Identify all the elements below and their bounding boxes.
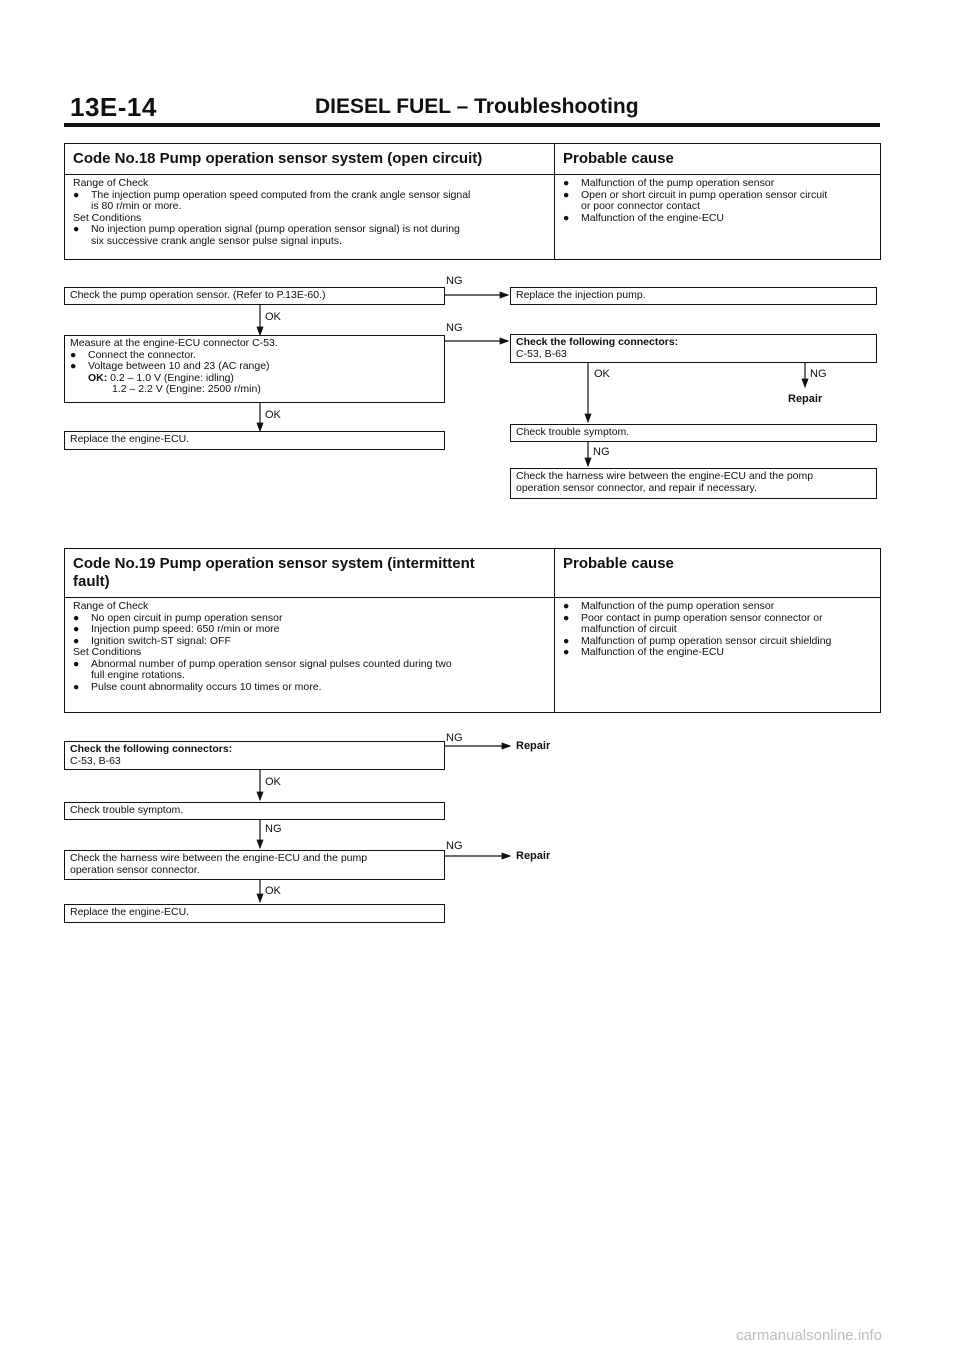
measure-ecu-box <box>64 335 445 403</box>
replace-ecu-box: Replace the engine-ECU. <box>64 904 445 923</box>
measure-item: Voltage between 10 and 23 (AC range) <box>88 360 270 372</box>
code18-cause: or poor connector contact <box>581 200 701 212</box>
ok-label: OK <box>265 311 281 323</box>
ok-label: OK <box>265 885 281 897</box>
ng-label: NG <box>593 446 610 458</box>
ok-label: OK <box>265 409 281 421</box>
bullet: ● <box>73 188 80 201</box>
repair-label: Repair <box>788 393 823 405</box>
ng-label: NG <box>446 322 463 334</box>
bullet: ● <box>70 360 77 372</box>
code19-set-item: Pulse count abnormality occurs 10 times or more. <box>91 680 322 693</box>
harness-line: operation sensor connector. <box>70 863 200 876</box>
bullet: ● <box>73 657 80 670</box>
code19-cause: Poor contact in pump operation sensor connector or <box>581 611 823 624</box>
ok-label: OK <box>594 368 610 380</box>
check-connectors-box <box>64 741 445 770</box>
bullet: ● <box>73 611 80 624</box>
code19-cause: Malfunction of the pump operation sensor <box>581 600 775 612</box>
bullet: ● <box>563 646 570 658</box>
harness-line: Check the harness wire between the engine-ECU and the pomp <box>516 470 814 482</box>
check-trouble-box: Check trouble symptom. <box>64 802 445 820</box>
code19-title <box>65 549 555 598</box>
repair-label: Repair <box>516 850 551 862</box>
harness-line: operation sensor connector, and repair if necessary. <box>516 481 757 494</box>
bullet: ● <box>73 634 80 647</box>
code18-range-item: is 80 r/min or more. <box>91 200 182 212</box>
code18-set-item: six successive crank angle sensor pulse signal inputs. <box>91 234 342 247</box>
ng-label: NG <box>810 368 827 380</box>
code19-set-item: full engine rotations. <box>91 669 185 681</box>
code18-range-item: The injection pump operation speed computed from the crank angle sensor signal <box>91 188 471 201</box>
check-pump-sensor-box: Check the pump operation sensor. (Refer to P.13E-60.) <box>64 287 445 305</box>
code19-table <box>64 548 881 713</box>
code19-causes <box>555 598 881 713</box>
bullet: ● <box>73 680 80 693</box>
code19-range-item: No open circuit in pump operation sensor <box>91 611 283 624</box>
code18-cause: Open or short circuit in pump operation sensor circuit <box>581 188 828 201</box>
check-connectors-box <box>510 334 877 363</box>
ng-label: NG <box>265 823 282 835</box>
code18-set-label: Set Conditions <box>73 211 142 224</box>
code18-cause-title: Probable cause <box>555 144 881 175</box>
code19-set-item: Abnormal number of pump operation sensor signal pulses counted during two <box>91 657 452 670</box>
ng-label: NG <box>446 275 463 287</box>
ok-label: OK <box>265 776 281 788</box>
bullet: ● <box>73 623 80 635</box>
repair-label: Repair <box>516 740 551 752</box>
code19-cause: Malfunction of the engine-ECU <box>581 646 724 658</box>
bullet: ● <box>563 188 570 201</box>
code18-cause: Malfunction of the pump operation sensor <box>581 177 775 189</box>
code19-set-label: Set Conditions <box>73 646 142 658</box>
bullet: ● <box>563 634 570 647</box>
ng-label: NG <box>446 732 463 744</box>
replace-ecu-box: Replace the engine-ECU. <box>64 431 445 450</box>
ok-spec-2500: 1.2 – 2.2 V (Engine: 2500 r/min) <box>112 383 261 395</box>
connectors-title: Check the following connectors: <box>70 743 233 755</box>
code19-range-item: Ignition switch-ST signal: OFF <box>91 634 231 647</box>
harness-line: Check the harness wire between the engine-ECU and the pump <box>70 852 368 864</box>
bullet: ● <box>563 177 570 189</box>
page-title: DIESEL FUEL – Troubleshooting <box>315 95 639 118</box>
bullet: ● <box>563 211 570 224</box>
connectors-title: Check the following connectors: <box>516 336 679 348</box>
measure-item: Connect the connector. <box>88 348 196 361</box>
ng-label: NG <box>446 840 463 852</box>
bullet: ● <box>563 611 570 624</box>
watermark: carmanualsonline.info <box>736 1327 882 1344</box>
check-harness-box <box>510 468 877 499</box>
ok-spec-label: OK: <box>88 371 108 384</box>
check-harness-box <box>64 850 445 880</box>
code19-conditions <box>65 598 555 713</box>
code18-title: Code No.18 Pump operation sensor system (open circuit) <box>65 144 555 175</box>
code18-set-item: No injection pump operation signal (pump operation sensor signal) is not during <box>91 223 460 235</box>
bullet: ● <box>70 348 77 361</box>
code19-title-line: Code No.19 Pump operation sensor system (intermittent <box>73 555 475 572</box>
ok-spec-idle: 0.2 – 1.0 V (Engine: idling) <box>110 371 234 384</box>
connectors-list: C-53, B-63 <box>516 347 567 360</box>
code19-cause: malfunction of circuit <box>581 623 677 635</box>
measure-ecu-title: Measure at the engine-ECU connector C-53. <box>70 337 278 349</box>
code19-title-line: fault) <box>73 573 110 590</box>
code19-cause-title: Probable cause <box>555 549 881 598</box>
page-number: 13E-14 <box>70 92 157 122</box>
code18-cause: Malfunction of the engine-ECU <box>581 211 724 224</box>
code19-range-label: Range of Check <box>73 600 149 612</box>
bullet: ● <box>563 600 570 612</box>
bullet: ● <box>73 223 80 235</box>
connectors-list: C-53, B-63 <box>70 754 121 767</box>
check-trouble-box: Check trouble symptom. <box>510 424 877 442</box>
code19-cause: Malfunction of pump operation sensor circuit shielding <box>581 634 832 647</box>
code19-range-item: Injection pump speed: 650 r/min or more <box>91 623 280 635</box>
replace-injection-pump-box: Replace the injection pump. <box>510 287 877 305</box>
code18-range-label: Range of Check <box>73 177 149 189</box>
